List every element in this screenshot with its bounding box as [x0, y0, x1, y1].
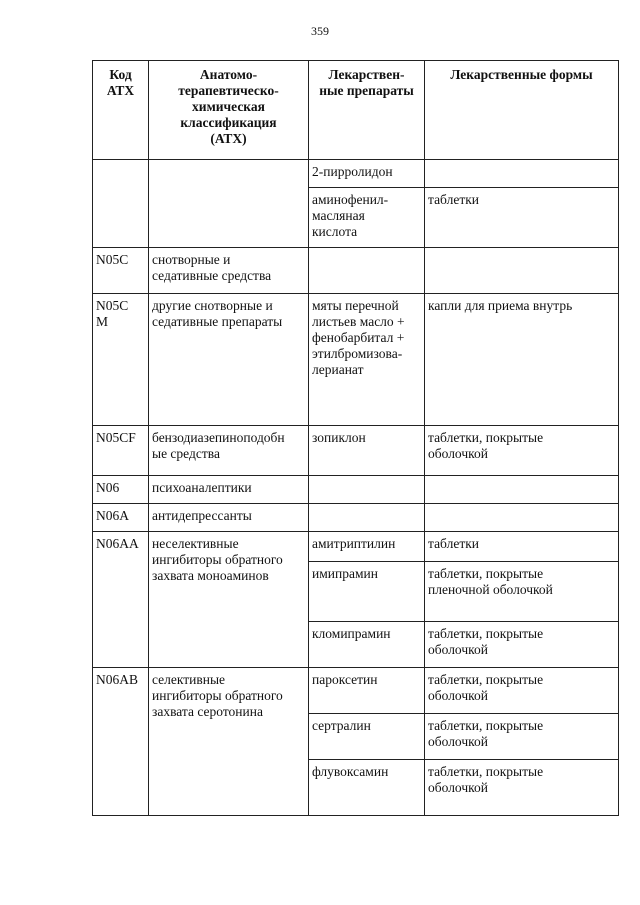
header-code: Код АТХ: [93, 61, 149, 160]
table-row: [93, 426, 619, 476]
form-cell: [425, 504, 619, 532]
table-row: [93, 476, 619, 504]
drug-cell: пароксетин: [309, 668, 425, 714]
drug-cell: сертралин: [309, 714, 425, 760]
form-cell: таблетки: [425, 532, 619, 562]
form-cell: таблетки, покрытые оболочкой: [425, 714, 619, 760]
atc-code-cell: N06: [93, 476, 149, 504]
atc-class-cell: неселективные ингибиторы обратного захвата моноаминов: [149, 532, 309, 668]
atc-code-cell: N05C: [93, 248, 149, 294]
form-cell: капли для приема внутрь: [425, 294, 619, 426]
page-number: 359: [311, 24, 329, 38]
form-cell: таблетки, покрытые оболочкой: [425, 668, 619, 714]
atc-class-cell: другие снотворные и седативные препараты: [149, 294, 309, 426]
drug-cell: аминофенил- масляная кислота: [309, 188, 425, 248]
table-row: [93, 248, 619, 294]
atc-class-cell: антидепрессанты: [149, 504, 309, 532]
drug-cell: мяты перечной листьев масло + фенобарбитал + этилбромизова- лерианат: [309, 294, 425, 426]
form-cell: [425, 160, 619, 188]
drug-cell: 2-пирролидон: [309, 160, 425, 188]
form-cell: таблетки, покрытые пленочной оболочкой: [425, 562, 619, 622]
drug-cell: кломипрамин: [309, 622, 425, 668]
header-forms: Лекарственные формы: [425, 61, 619, 160]
atc-class-cell: снотворные и седативные средства: [149, 248, 309, 294]
atc-class-cell: [149, 160, 309, 248]
table-header-row: [93, 61, 619, 160]
form-cell: таблетки, покрытые оболочкой: [425, 426, 619, 476]
atc-class-cell: бензодиазепиноподобн ые средства: [149, 426, 309, 476]
atc-code-cell: N06AA: [93, 532, 149, 668]
atc-class-cell: селективные ингибиторы обратного захвата серотонина: [149, 668, 309, 816]
atc-drug-table: [92, 60, 619, 816]
atc-code-cell: N05CF: [93, 426, 149, 476]
header-drugs: Лекарствен- ные препараты: [309, 61, 425, 160]
form-cell: [425, 476, 619, 504]
form-cell: таблетки: [425, 188, 619, 248]
table-row: [93, 504, 619, 532]
form-cell: [425, 248, 619, 294]
drug-cell: амитриптилин: [309, 532, 425, 562]
table-row: [93, 294, 619, 426]
drug-cell: [309, 476, 425, 504]
form-cell: таблетки, покрытые оболочкой: [425, 622, 619, 668]
drug-cell: флувоксамин: [309, 760, 425, 816]
table-row: [93, 668, 619, 714]
drug-cell: имипрамин: [309, 562, 425, 622]
table-row: [93, 532, 619, 562]
drug-cell: зопиклон: [309, 426, 425, 476]
atc-code-cell: N06AB: [93, 668, 149, 816]
atc-code-cell: N05C M: [93, 294, 149, 426]
table-row: [93, 160, 619, 188]
atc-class-cell: психоаналептики: [149, 476, 309, 504]
atc-code-cell: [93, 160, 149, 248]
atc-code-cell: N06A: [93, 504, 149, 532]
header-classification: Анатомо- терапевтическо- химическая классификация (АТХ): [149, 61, 309, 160]
form-cell: таблетки, покрытые оболочкой: [425, 760, 619, 816]
drug-cell: [309, 504, 425, 532]
drug-cell: [309, 248, 425, 294]
